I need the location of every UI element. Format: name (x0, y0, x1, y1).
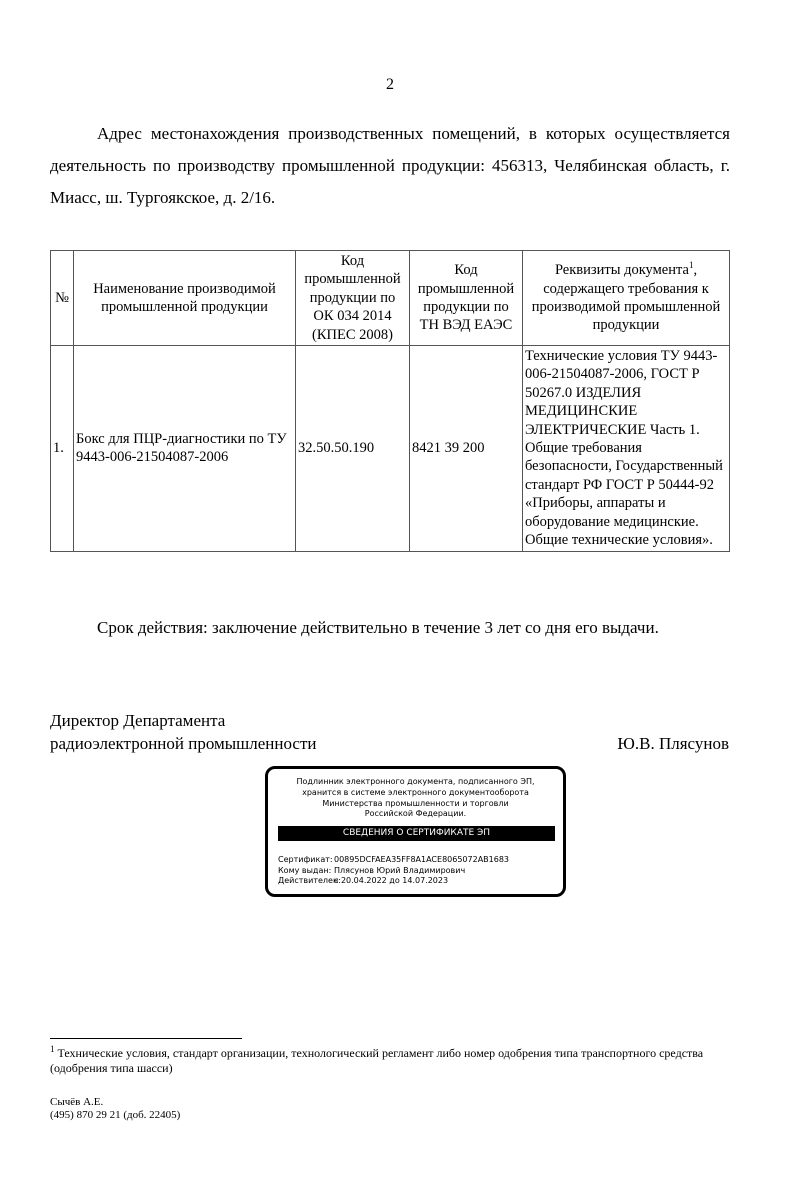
row-product-name: Бокс для ПЦР-диагностики по ТУ 9443-006-21504087-2006 (74, 346, 296, 551)
executor-name: Сычёв А.Е. (50, 1096, 104, 1108)
executor-phone: (495) 870 29 21 (доб. 22405) (50, 1108, 181, 1121)
header-tnved-code: Код промышленной продукции по ТН ВЭД ЕАЭС (410, 251, 523, 346)
stamp-origin-line1: Подлинник электронного документа, подписанного ЭП, (296, 777, 535, 786)
footnote-separator (50, 1038, 242, 1039)
header-okpd-code: Код промышленной продукции по ОК 034 2014 (КПЕС 2008) (296, 251, 410, 346)
header-requirements-rest: , содержащего требования к производимой промышленной продукции (531, 262, 721, 334)
table-header-row (51, 251, 730, 346)
stamp-issued-line (278, 866, 509, 877)
footnote-reference: 1 (688, 260, 694, 271)
valid-label: Действителен: (278, 876, 341, 885)
header-product-name: Наименование производимой промышленной продукции (74, 251, 296, 346)
digital-signature-stamp (265, 766, 566, 897)
validity-statement: Срок действия: заключение действительно в течение 3 лет со дня его выдачи. (97, 618, 659, 637)
footnote (50, 1046, 740, 1076)
page-number: 2 (386, 76, 394, 93)
stamp-valid-line (278, 876, 509, 887)
address-text: Адрес местонахождения производственных помещений, в которых осуществляется деятельность по производству промышленной продукции: 456313, Челябинская область, г. Миасс, ш. Тургоякское, д. 2/16. (50, 124, 730, 207)
stamp-origin-text (268, 777, 563, 820)
header-requirements-text: Реквизиты документа (554, 262, 689, 279)
row-num: 1. (51, 346, 74, 551)
stamp-origin-line4: Российской Федерации. (364, 809, 467, 819)
row-okpd-code: 32.50.50.190 (296, 346, 410, 551)
products-table (50, 250, 730, 552)
footnote-mark: 1 (50, 1044, 55, 1054)
valid-value: с 20.04.2022 до 14.07.2023 (334, 876, 449, 885)
header-requirements (523, 251, 730, 346)
issued-to-label: Кому выдан: (278, 865, 332, 875)
table-row (51, 346, 730, 551)
stamp-origin-line2: хранится в системе электронного документооборота (302, 787, 529, 797)
stamp-certificate-bar: СВЕДЕНИЯ О СЕРТИФИКАТЕ ЭП (278, 826, 555, 841)
director-name: Ю.В. Плясунов (617, 734, 729, 753)
stamp-details (278, 855, 509, 887)
director-title (50, 709, 317, 755)
address-paragraph (50, 118, 730, 214)
issued-to-value: Плясунов Юрий Владимирович (334, 865, 466, 875)
director-title-line2: радиоэлектронной промышленности (50, 734, 317, 753)
row-requirements: Технические условия ТУ 9443-006-21504087-2006, ГОСТ Р 50267.0 ИЗДЕЛИЯ МЕДИЦИНСКИЕ ЭЛЕКТРИЧЕСКИЕ Часть 1. Общие требования безопасности, Государственный стандарт РФ ГОСТ Р 50444-92 «Приборы, аппараты и оборудование медицинские. Общие технические условия». (523, 346, 730, 551)
cert-value: 00895DCFAEA35FF8A1ACE8065072AB1683 (334, 855, 510, 864)
director-title-line1: Директор Департамента (50, 711, 226, 730)
cert-label: Сертификат: (278, 855, 333, 864)
header-num: № (51, 251, 74, 346)
row-tnved-code: 8421 39 200 (410, 346, 523, 551)
footnote-text: Технические условия, стандарт организации, технологический регламент либо номер одобрения типа транспортного средства (одобрения типа шасси) (50, 1046, 704, 1075)
stamp-origin-line3: Министерства промышленности и торговли (322, 798, 509, 808)
executor-block (50, 1096, 180, 1121)
stamp-cert-line (278, 855, 509, 866)
